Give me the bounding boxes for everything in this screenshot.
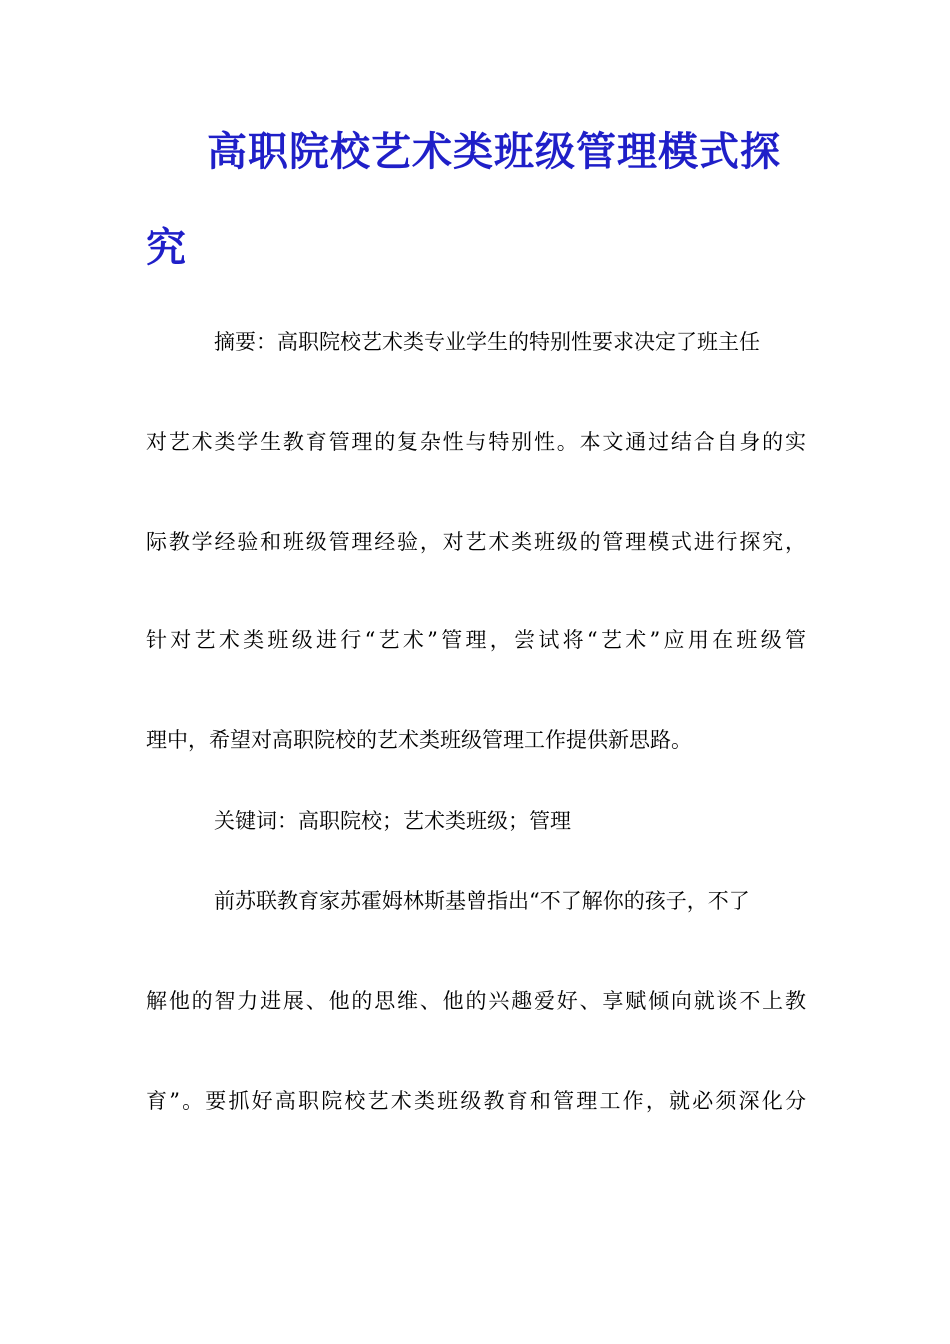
title-line-2: 究 — [146, 224, 187, 271]
title-line-1: 高职院校艺术类班级管理模式探 — [207, 128, 781, 175]
keywords-line: 关键词：高职院校；艺术类班级；管理 — [214, 809, 571, 833]
body-line-3: 育”。要抓好高职院校艺术类班级教育和管理工作，就必须深化分 — [146, 1089, 806, 1113]
abstract-line-3: 际教学经验和班级管理经验，对艺术类班级的管理模式进行探究， — [146, 530, 806, 554]
abstract-line-2: 对艺术类学生教育管理的复杂性与特别性。本文通过结合自身的实 — [146, 430, 806, 454]
abstract-line-4: 针对艺术类班级进行“艺术”管理，尝试将“艺术”应用在班级管 — [146, 628, 806, 652]
body-line-1: 前苏联教育家苏霍姆林斯基曾指出“不了解你的孩子，不了 — [214, 889, 750, 913]
abstract-line-5: 理中，希望对高职院校的艺术类班级管理工作提供新思路。 — [146, 728, 692, 752]
abstract-line-1: 摘要：高职院校艺术类专业学生的特别性要求决定了班主任 — [214, 330, 760, 354]
body-line-2: 解他的智力进展、他的思维、他的兴趣爱好、享赋倾向就谈不上教 — [146, 989, 806, 1013]
